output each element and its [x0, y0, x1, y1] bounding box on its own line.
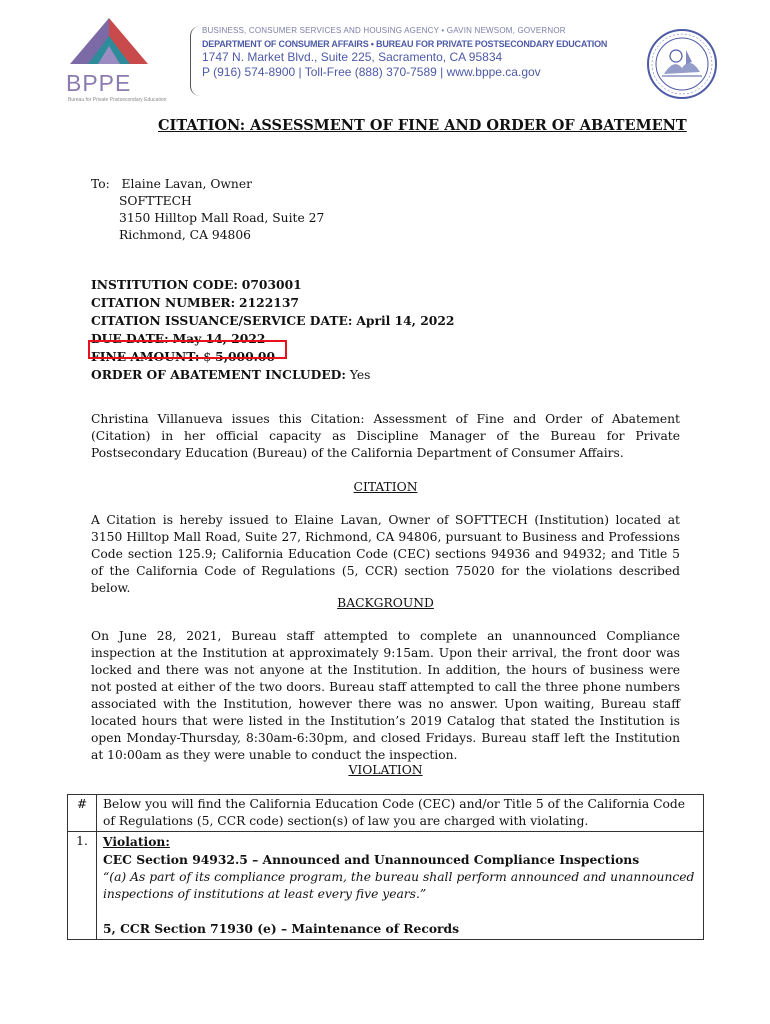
background-heading: BACKGROUND [337, 596, 434, 610]
row-number: 1. [68, 832, 97, 940]
recipient-line: SOFTTECH [119, 194, 192, 208]
citation-paragraph: A Citation is hereby issued to Elaine Lavan, Owner of SOFTTECH (Institution) located at 3150 Hilltop Mall Road, Suite 27, Richmond, CA 94806, pursuant to Business and Professions Code section 125.9; California Education Code (CEC) sections 94936 and 94932; and Title 5 of the California Code of Regulations (5, CCR) section 75020 for the violations described below. [91, 513, 680, 595]
section-title-2: 5, CCR Section 71930 (e) – Maintenance of Records [103, 921, 460, 936]
fine-amount-highlight [88, 340, 287, 359]
recipient-line: Richmond, CA 94806 [119, 228, 251, 242]
table-header-row [68, 795, 704, 832]
address-line: 1747 N. Market Blvd., Suite 225, Sacramento, CA 95834 [202, 50, 503, 64]
agency-line: BUSINESS, CONSUMER SERVICES AND HOUSING AGENCY • GAVIN NEWSOM, GOVERNOR [202, 26, 566, 35]
section-quote: “(a) As part of its compliance program, the bureau shall perform announced and unannounced inspections of institutions at least every five years.” [103, 870, 695, 901]
violation-heading: VIOLATION [348, 763, 423, 777]
institution-code-field: INSTITUTION CODE: 0703001 [91, 277, 302, 292]
department-line: DEPARTMENT OF CONSUMER AFFAIRS • BUREAU FOR PRIVATE POSTSECONDARY EDUCATION [202, 39, 608, 49]
citation-fields [91, 276, 454, 384]
citation-heading: CITATION [353, 480, 418, 494]
recipient-block [91, 176, 324, 244]
due-date-field: DUE DATE: May 14, 2022 [91, 331, 266, 346]
recipient-line: 3150 Hilltop Mall Road, Suite 27 [119, 211, 325, 225]
background-paragraph: On June 28, 2021, Bureau staff attempted to complete an unannounced Compliance inspection at the Institution at approximately 9:15am. Upon their arrival, the front door was locked and there was not anyone at the Institution. In addition, the hours of business were not posted at either of the two doors. Bureau staff attempted to call the three phone numbers associated with the Institution, however there was no answer. Upon waiting, Bureau staff located hours that were listed in the Institution’s 2019 Catalog that stated the Institution is open Monday-Thursday, 8:30am-6:30pm, and closed Fridays. Bureau staff left the Institution at 10:00am as they were unable to conduct the inspection. [91, 629, 680, 762]
agency-header [202, 26, 607, 79]
row-content [97, 832, 704, 940]
citation-number-field: CITATION NUMBER: 2122137 [91, 295, 299, 310]
section-title: CEC Section 94932.5 – Announced and Unannounced Compliance Inspections [103, 852, 640, 867]
issuance-date-field: CITATION ISSUANCE/SERVICE DATE: April 14, 2022 [91, 313, 455, 328]
to-label: To: [91, 177, 110, 191]
document-title: CITATION: ASSESSMENT OF FINE AND ORDER OF ABATEMENT [158, 117, 687, 134]
phone-line: P (916) 574-8900 | Toll-Free (888) 370-7589 | www.bppe.ca.gov [202, 65, 541, 79]
logo-tagline: Bureau for Private Postsecondary Education [68, 97, 167, 103]
abatement-field: ORDER OF ABATEMENT INCLUDED: Yes [91, 367, 371, 382]
violation-table [67, 794, 704, 940]
bppe-logo-mark [62, 18, 162, 78]
intro-paragraph: Christina Villanueva issues this Citation: Assessment of Fine and Order of Abatement (Citation) in her official capacity as Discipline Manager of the Bureau for Private Postsecondary Education (Bureau) of the California Department of Consumer Affairs. [91, 412, 680, 460]
recipient-line: Elaine Lavan, Owner [121, 177, 253, 191]
table-header-num: # [68, 795, 97, 832]
table-row [68, 832, 704, 940]
fine-amount-field: FINE AMOUNT: $ 5,000.00 [91, 349, 276, 364]
logo-text: BPPE [66, 70, 132, 96]
state-seal-icon [646, 28, 718, 100]
table-header-text: Below you will find the California Education Code (CEC) and/or Title 5 of the California Code of Regulations (5, CCR code) section(s) of law you are charged with violating. [97, 795, 704, 832]
violation-label: Violation: [103, 834, 170, 849]
